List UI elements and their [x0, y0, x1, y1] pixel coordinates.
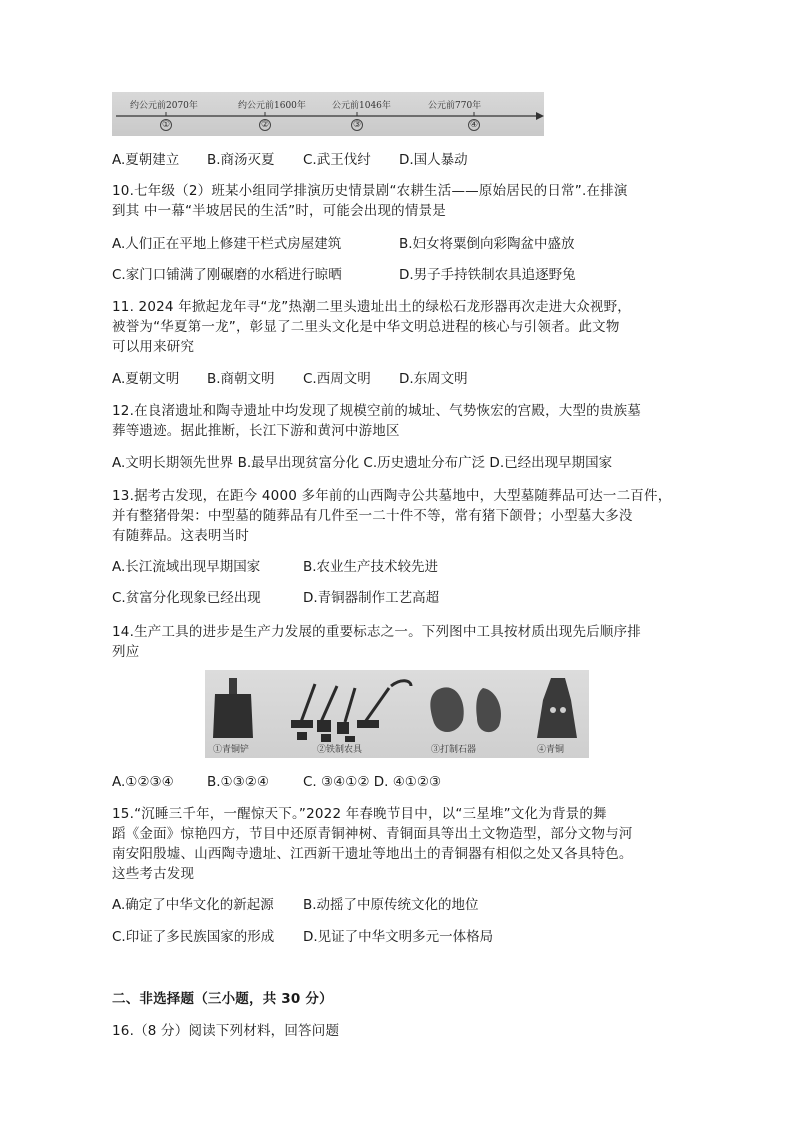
stone-tools-icon [430, 687, 501, 732]
q10-stem-2: 到其 中一幕“半坡居民的生活”时，可能会出现的情景是 [112, 203, 446, 219]
tool-caption-4: ④青铜 [537, 745, 565, 755]
q9-option-b: B.商汤灭夏 [207, 152, 275, 168]
timeline-num-2: ② [260, 120, 270, 130]
q15-option-c: C.印证了多民族国家的形成 [112, 929, 275, 945]
q14-option-a: A.①②③④ [112, 774, 174, 790]
q15-stem-1: 15.“沉睡三千年，一醒惊天下。”2022 年春晚节目中，以“三星堆”文化为背景的舞 [112, 806, 607, 822]
iron-tools-icon [301, 681, 411, 722]
q14-option-b: B.①③②④ [207, 774, 269, 790]
q12-stem-2: 葬等遗迹。据此推断，长江下游和黄河中游地区 [112, 423, 400, 439]
tool-caption-1: ①青铜铲 [213, 745, 250, 755]
q11-stem-2: 被誉为“华夏第一龙”，彰显了二里头文化是中华文明总进程的核心与引领者。此文物 [112, 319, 620, 335]
q15-option-a: A.确定了中华文化的新起源 [112, 897, 274, 913]
timeline-label-1: 约公元前2070年 [130, 101, 198, 111]
q10-option-b: B.妇女将粟倒向彩陶盆中盛放 [399, 236, 575, 252]
q11-option-c: C.西周文明 [303, 371, 371, 387]
q12-options: A.文明长期领先世界 B.最早出现贫富分化 C.历史遗址分布广泛 D.已经出现早期国家 [112, 455, 613, 471]
q10-option-a: A.人们正在平地上修建干栏式房屋建筑 [112, 236, 342, 252]
bronze-spade-icon [213, 678, 253, 738]
q13-stem-3: 有随葬品。这表明当时 [112, 528, 249, 544]
q13-stem-1: 13.据考古发现，在距今 4000 多年前的山西陶寺公共墓地中，大型墓随葬品可达一二百件， [112, 488, 672, 504]
q13-option-b: B.农业生产技术较先进 [303, 559, 439, 575]
section2-title: 二、非选择题（三小题，共 30 分） [112, 991, 333, 1007]
q15-stem-3: 南安阳殷墟、山西陶寺遗址、江西新干遗址等地出土的青铜器有相似之处又各具特色。 [112, 846, 633, 862]
tools-illustration [205, 670, 589, 758]
q15-stem-2: 蹈《金面》惊艳四方，节目中还原青铜神树、青铜面具等出土文物造型，部分文物与河 [112, 826, 633, 842]
tool-caption-2: ②铁制农具 [317, 745, 363, 755]
q15-option-d: D.见证了中华文明多元一体格局 [303, 929, 494, 945]
q11-stem-3: 可以用来研究 [112, 339, 195, 355]
q11-option-a: A.夏朝文明 [112, 371, 180, 387]
q14-stem-1: 14.生产工具的进步是生产力发展的重要标志之一。下列图中工具按材质出现先后顺序排 [112, 624, 641, 640]
q9-option-a: A.夏朝建立 [112, 152, 180, 168]
q10-stem-1: 10.七年级（2）班某小组同学排演历史情景剧“农耕生活——原始居民的日常”.在排演 [112, 183, 628, 199]
q11-stem-1: 11. 2024 年掀起龙年寻“龙”热潮二里头遗址出土的绿松石龙形器再次走进大众视野， [112, 299, 631, 315]
timeline-label-3: 公元前1046年 [332, 101, 391, 111]
q13-option-c: C.贫富分化现象已经出现 [112, 590, 261, 606]
q13-option-a: A.长江流域出现早期国家 [112, 559, 261, 575]
q14-stem-2: 列应 [112, 644, 140, 660]
timeline-num-3: ③ [352, 120, 362, 130]
iron-blades-icon [291, 720, 379, 742]
q13-stem-2: 并有整猪骨架：中型墓的随葬品有几件至一二十件不等，常有猪下颌骨；小型墓大多没 [112, 508, 633, 524]
q16-stem: 16.（8 分）阅读下列材料，回答问题 [112, 1023, 340, 1039]
timeline-num-4: ④ [469, 120, 479, 130]
q12-stem-1: 12.在良渚遗址和陶寺遗址中均发现了规模空前的城址、气势恢宏的宫殿，大型的贵族墓 [112, 403, 641, 419]
timeline-label-2: 约公元前1600年 [238, 101, 306, 111]
tools-figure [205, 670, 589, 758]
q13-option-d: D.青铜器制作工艺高超 [303, 590, 440, 606]
q14-option-cd: C. ③④①② D. ④①②③ [303, 774, 442, 790]
q10-option-c: C.家门口铺满了刚碾磨的水稻进行晾晒 [112, 267, 342, 283]
tool-caption-3: ③打制石器 [431, 745, 477, 755]
bronze-tool-icon [537, 678, 577, 738]
timeline-num-1: ① [161, 120, 171, 130]
q11-option-b: B.商朝文明 [207, 371, 275, 387]
q9-option-c: C.武王伐纣 [303, 152, 371, 168]
q11-option-d: D.东周文明 [399, 371, 468, 387]
timeline-figure [112, 92, 544, 136]
q9-option-d: D.国人暴动 [399, 152, 468, 168]
q15-stem-4: 这些考古发现 [112, 866, 195, 882]
q15-option-b: B.动摇了中原传统文化的地位 [303, 897, 479, 913]
timeline-label-4: 公元前770年 [428, 101, 482, 111]
q10-option-d: D.男子手持铁制农具追逐野兔 [399, 267, 576, 283]
